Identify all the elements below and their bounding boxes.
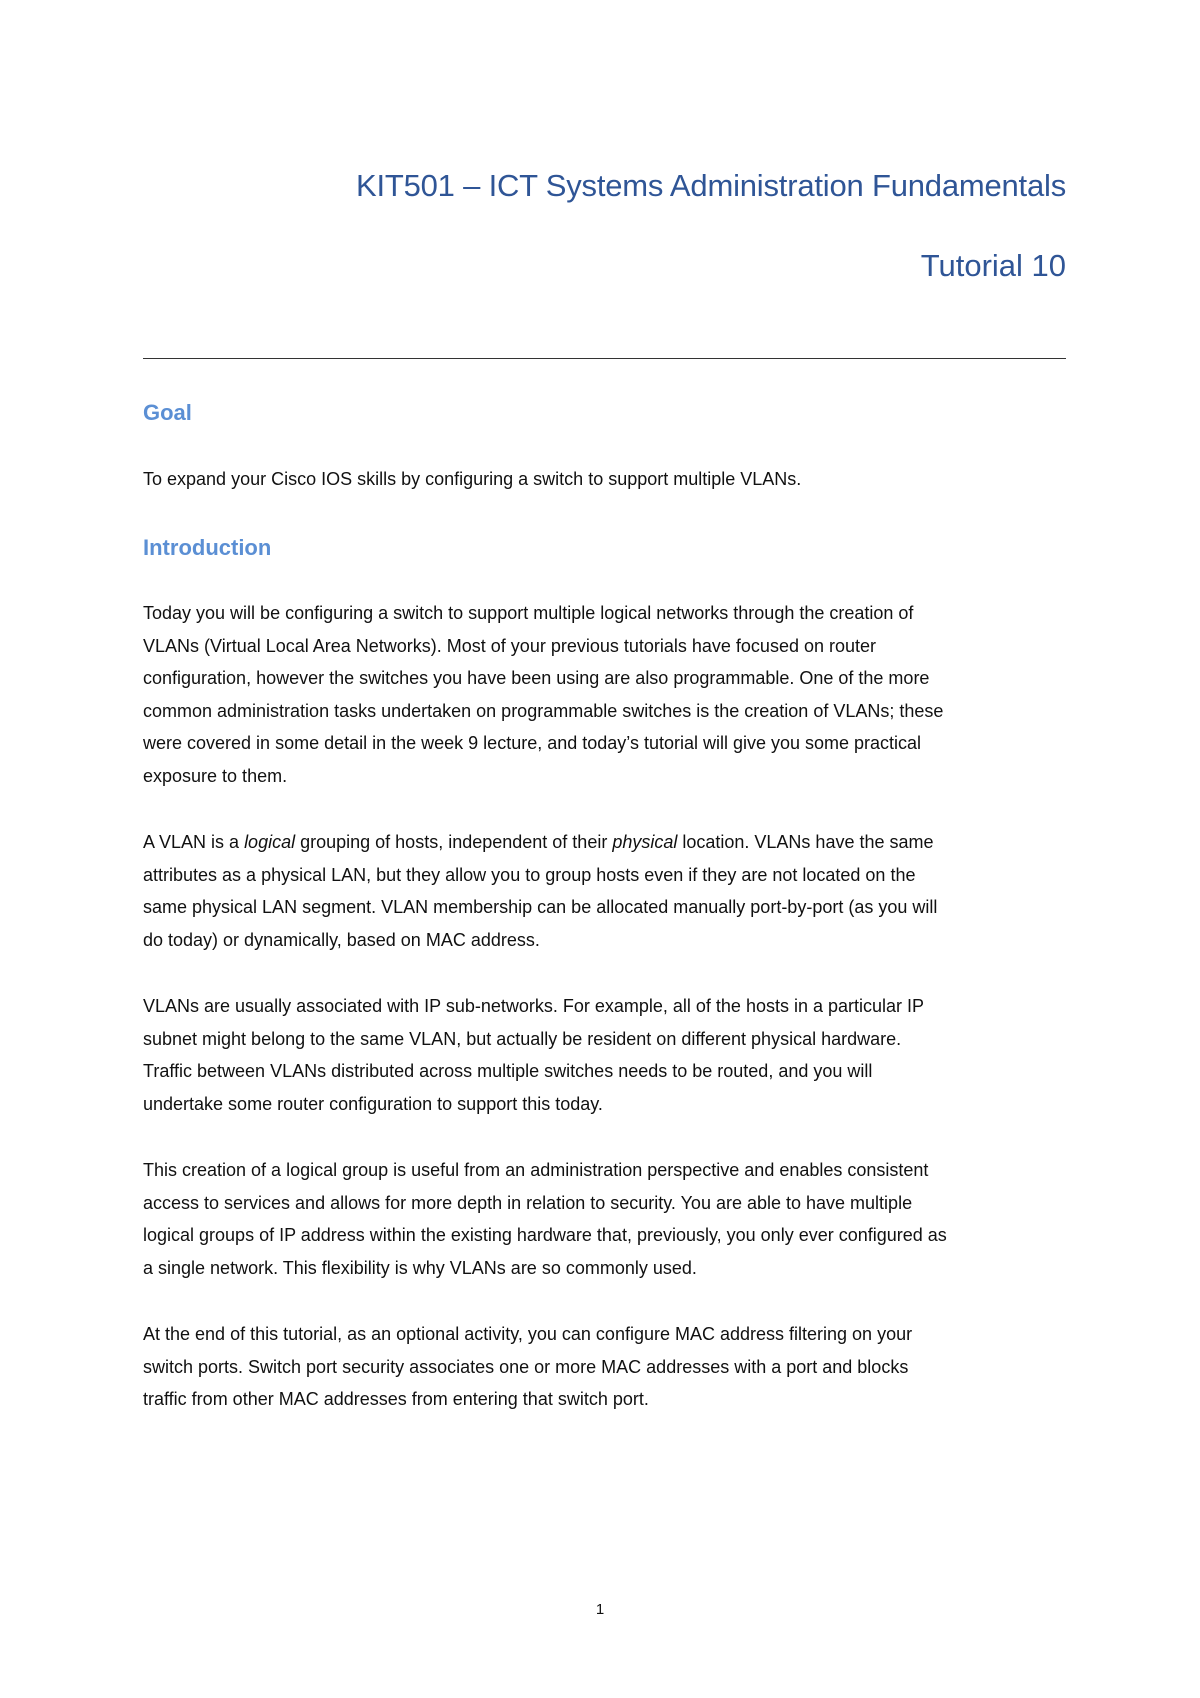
emphasis-logical: logical [244, 832, 296, 852]
paragraph-line: VLANs are usually associated with IP sub-networks. For example, all of the hosts in a particular IP [143, 996, 925, 1016]
paragraph-line: a single network. This flexibility is why VLANs are so commonly used. [143, 1257, 697, 1278]
document-subtitle: Tutorial 10 [920, 248, 1066, 283]
paragraph-line: undertake some router configuration to support this today. [143, 1093, 603, 1114]
paragraph-line: common administration tasks undertaken on programmable switches is the creation of VLANs; these [143, 700, 944, 721]
intro-paragraph-4 [143, 1154, 1073, 1284]
paragraph-line: At the end of this tutorial, as an optional activity, you can configure MAC address filtering on your [143, 1324, 913, 1344]
paragraph-line: traffic from other MAC addresses from entering that switch port. [143, 1389, 649, 1410]
paragraph-line: access to services and allows for more depth in relation to security. You are able to have multiple [143, 1192, 913, 1213]
paragraph-line: This creation of a logical group is useful from an administration perspective and enables consistent [143, 1160, 929, 1180]
goal-heading: Goal [143, 400, 192, 425]
paragraph-line: VLANs (Virtual Local Area Networks). Most of your previous tutorials have focused on router [143, 635, 877, 656]
intro-paragraph-5 [143, 1318, 1073, 1416]
paragraph-line: exposure to them. [143, 765, 288, 786]
document-title: KIT501 – ICT Systems Administration Fundamentals [355, 168, 1066, 203]
emphasis-physical: physical [612, 832, 678, 852]
paragraph-line: Today you will be configuring a switch to support multiple logical networks through the creation of [143, 603, 914, 623]
paragraph-line: were covered in some detail in the week 9 lecture, and today’s tutorial will give you some practical [143, 733, 922, 754]
paragraph-line: do today) or dynamically, based on MAC address. [143, 929, 540, 950]
intro-paragraph-3 [143, 990, 1073, 1120]
introduction-heading: Introduction [143, 535, 272, 560]
text-run: A VLAN is a [143, 832, 245, 852]
page-number: 1 [595, 1601, 605, 1618]
paragraph-line: same physical LAN segment. VLAN membership can be allocated manually port-by-port (as you will [143, 897, 938, 918]
paragraph-line: logical groups of IP address within the existing hardware that, previously, you only ever configured as [143, 1225, 947, 1246]
paragraph-line: subnet might belong to the same VLAN, but actually be resident on different physical hardware. [143, 1028, 902, 1049]
paragraph-line: switch ports. Switch port security associates one or more MAC addresses with a port and blocks [143, 1356, 909, 1377]
goal-text: To expand your Cisco IOS skills by configuring a switch to support multiple VLANs. [143, 469, 802, 489]
paragraph-line: attributes as a physical LAN, but they allow you to group hosts even if they are not located on the [143, 864, 916, 885]
paragraph-line [143, 826, 1073, 859]
paragraph-line: Traffic between VLANs distributed across multiple switches needs to be routed, and you will [143, 1061, 873, 1082]
text-run: location. VLANs have the same [677, 832, 934, 852]
paragraph-line: configuration, however the switches you have been using are also programmable. One of the more [143, 668, 930, 689]
intro-paragraph-2 [143, 826, 1073, 956]
title-divider [143, 358, 1066, 359]
intro-paragraph-1 [143, 597, 1073, 793]
text-run: grouping of hosts, independent of their [295, 832, 613, 852]
goal-paragraph [143, 463, 1073, 496]
